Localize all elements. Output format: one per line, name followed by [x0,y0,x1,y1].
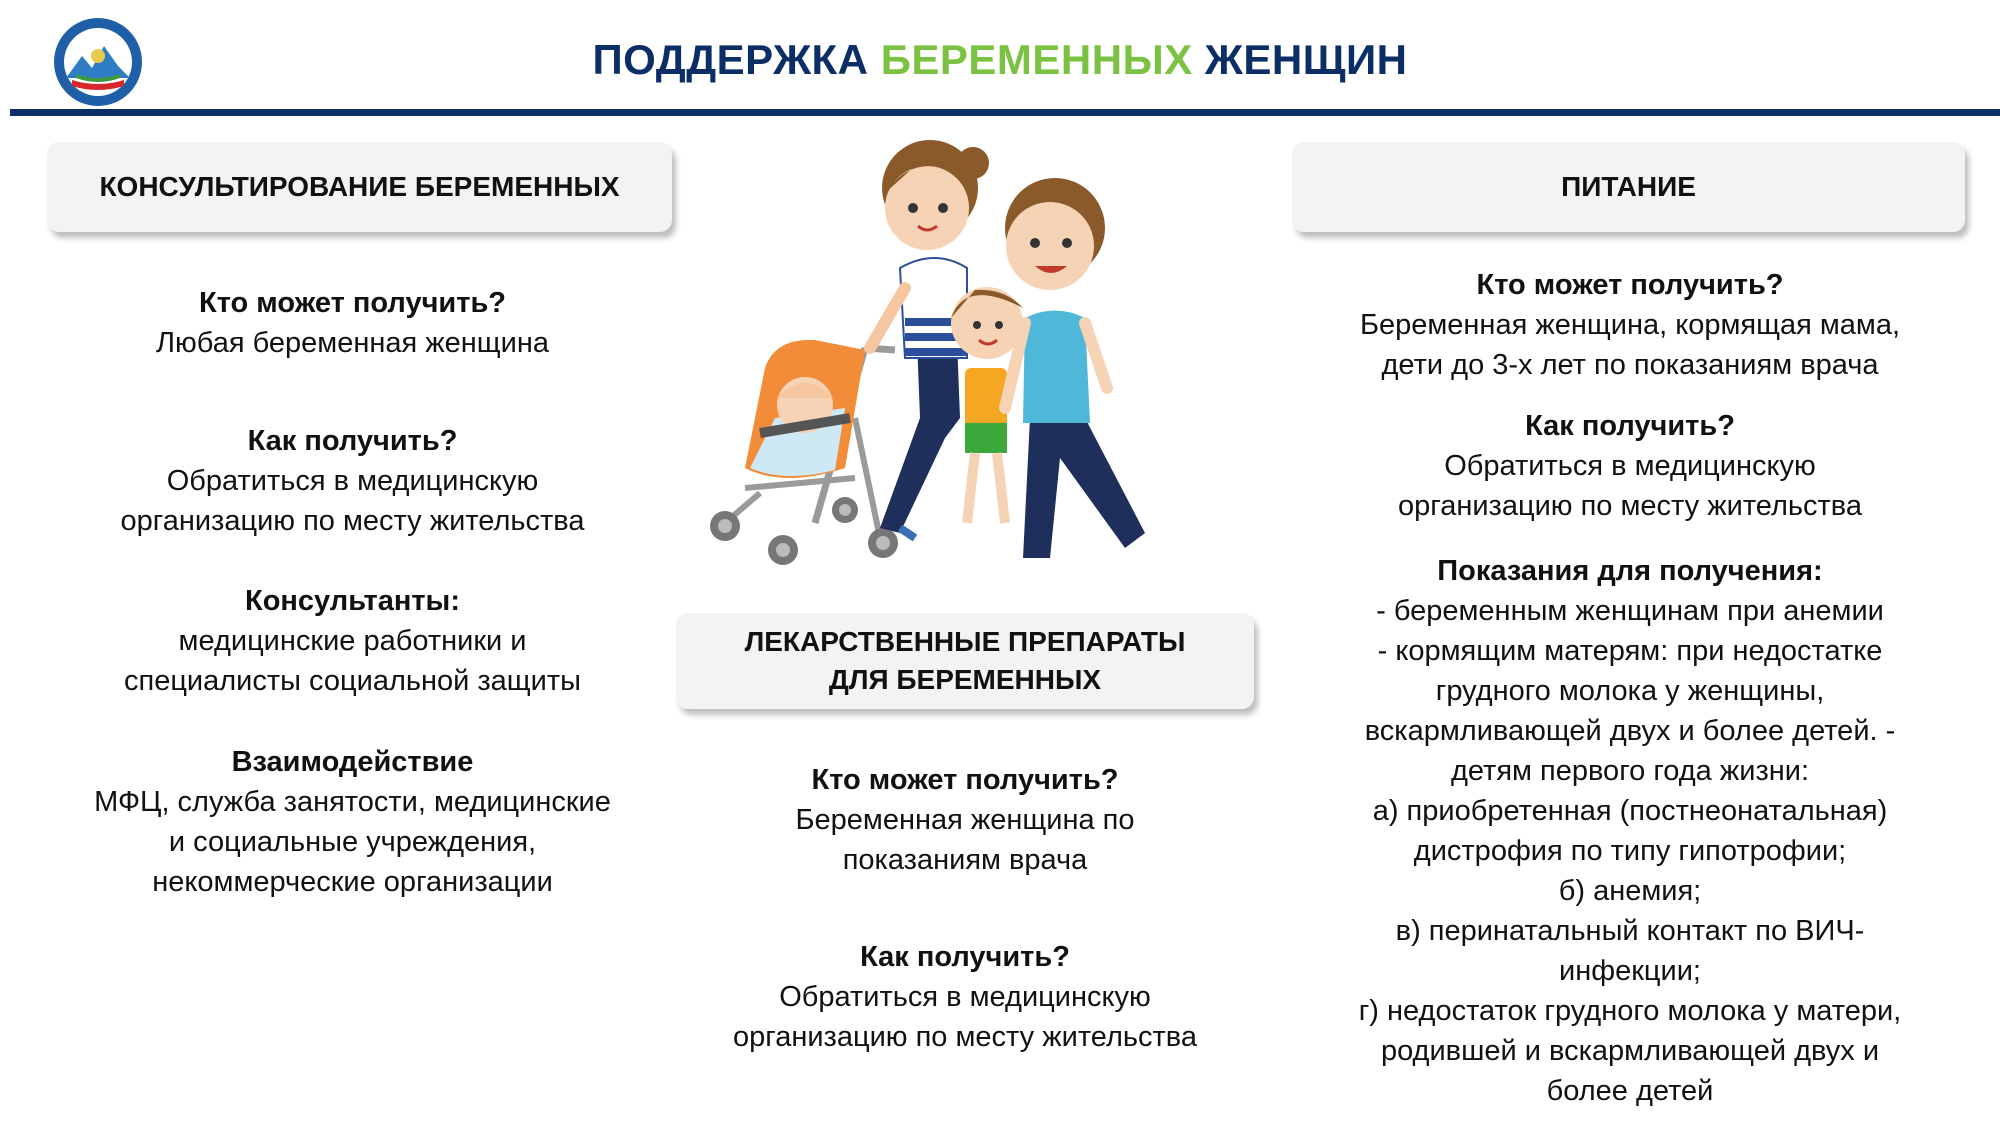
medicines-who [676,760,1254,880]
consulting-heading-text: КОНСУЛЬТИРОВАНИЕ БЕРЕМЕННЫХ [99,171,620,202]
title-part-1: ПОДДЕРЖКА [592,36,881,83]
nutrition-who-answer-line-1: Беременная женщина, кормящая мама, [1359,309,1901,341]
consulting-interaction [40,742,665,902]
consultants-answer-line-1: медицинские работники и [178,625,527,657]
medicines-how-answer-line-1: Обратиться в медицинскую [779,981,1151,1013]
medicines-how-question: Как получить? [860,941,1070,973]
nutrition-who-question: Кто может получить? [1476,269,1784,301]
indication-line: грудного молока у женщины, [1435,675,1825,707]
interaction-answer-line-3: некоммерческие организации [152,866,553,898]
consultants-answer-line-2: специалисты социальной защиты [123,665,581,697]
consulting-consultants [40,581,665,701]
title-part-2: ЖЕНЩИН [1192,36,1408,83]
interaction-question: Взаимодействие [231,746,474,778]
indication-line: инфекции; [1559,955,1701,987]
nutrition-heading-text: ПИТАНИЕ [1561,171,1696,202]
consulting-how [40,421,665,541]
indication-line: в) перинатальный контакт по ВИЧ- [1395,915,1865,947]
indication-line: вскармливающей двух и более детей. - [1364,715,1896,747]
consulting-how-answer-line-1: Обратиться в медицинскую [166,465,539,497]
consulting-how-question: Как получить? [247,425,458,457]
nutrition-how-answer-line-1: Обратиться в медицинскую [1444,450,1816,482]
family-with-stroller-icon [705,118,1175,578]
indication-line: детям первого года жизни: [1450,755,1810,787]
indication-line: а) приобретенная (постнеонатальная) [1372,795,1888,827]
interaction-answer-line-2: и социальные учреждения, [168,826,537,858]
medicines-who-answer-line-1: Беременная женщина по [795,804,1135,836]
indication-line: - беременным женщинам при анемии [1376,595,1884,627]
nutrition-how [1300,406,1960,526]
medicines-heading-line-2: ДЛЯ БЕРЕМЕННЫХ [828,664,1102,695]
section-heading-nutrition [1292,142,1965,232]
indication-line: - кормящим матерям: при недостатке [1377,635,1883,667]
stroller-illustration [710,340,898,565]
nutrition-how-answer-line-2: организацию по месту жительства [1398,490,1862,522]
medicines-who-answer-line-2: показаниям врача [842,844,1088,876]
page-title [0,36,2000,84]
consulting-who-answer: Любая беременная женщина [155,327,549,359]
medicines-who-question: Кто может получить? [811,764,1119,796]
nutrition-who-answer-line-2: дети до 3-х лет по показаниям врача [1381,349,1879,381]
boy-illustration [951,287,1023,523]
consulting-who-question: Кто может получить? [199,287,506,319]
medicines-heading-line-1: ЛЕКАРСТВЕННЫЕ ПРЕПАРАТЫ [744,626,1186,657]
consulting-who [40,283,665,363]
interaction-answer-line-1: МФЦ, служба занятости, медицинские [94,786,611,818]
nutrition-who [1300,265,1960,385]
title-accent: БЕРЕМЕННЫХ [880,36,1193,83]
section-heading-medicines [676,613,1254,709]
indication-line: б) анемия; [1558,875,1702,907]
consultants-question: Консультанты: [245,585,460,617]
consulting-how-answer-line-2: организацию по месту жительства [120,505,585,537]
father-illustration [1005,178,1145,558]
indication-line: дистрофия по типу гипотрофии; [1413,835,1847,867]
indication-line: родившей и вскармливающей двух и [1380,1035,1880,1067]
indications-question: Показания для получения: [1437,555,1823,587]
indication-line: г) недостаток грудного молока у матери, [1358,995,1902,1027]
medicines-how-answer-line-2: организацию по месту жительства [733,1021,1197,1053]
medicines-how [676,937,1254,1057]
header-divider [10,109,2000,116]
nutrition-how-question: Как получить? [1525,410,1735,442]
indication-line: более детей [1546,1075,1714,1107]
section-heading-consulting [47,142,672,232]
nutrition-indications [1300,551,1960,1111]
